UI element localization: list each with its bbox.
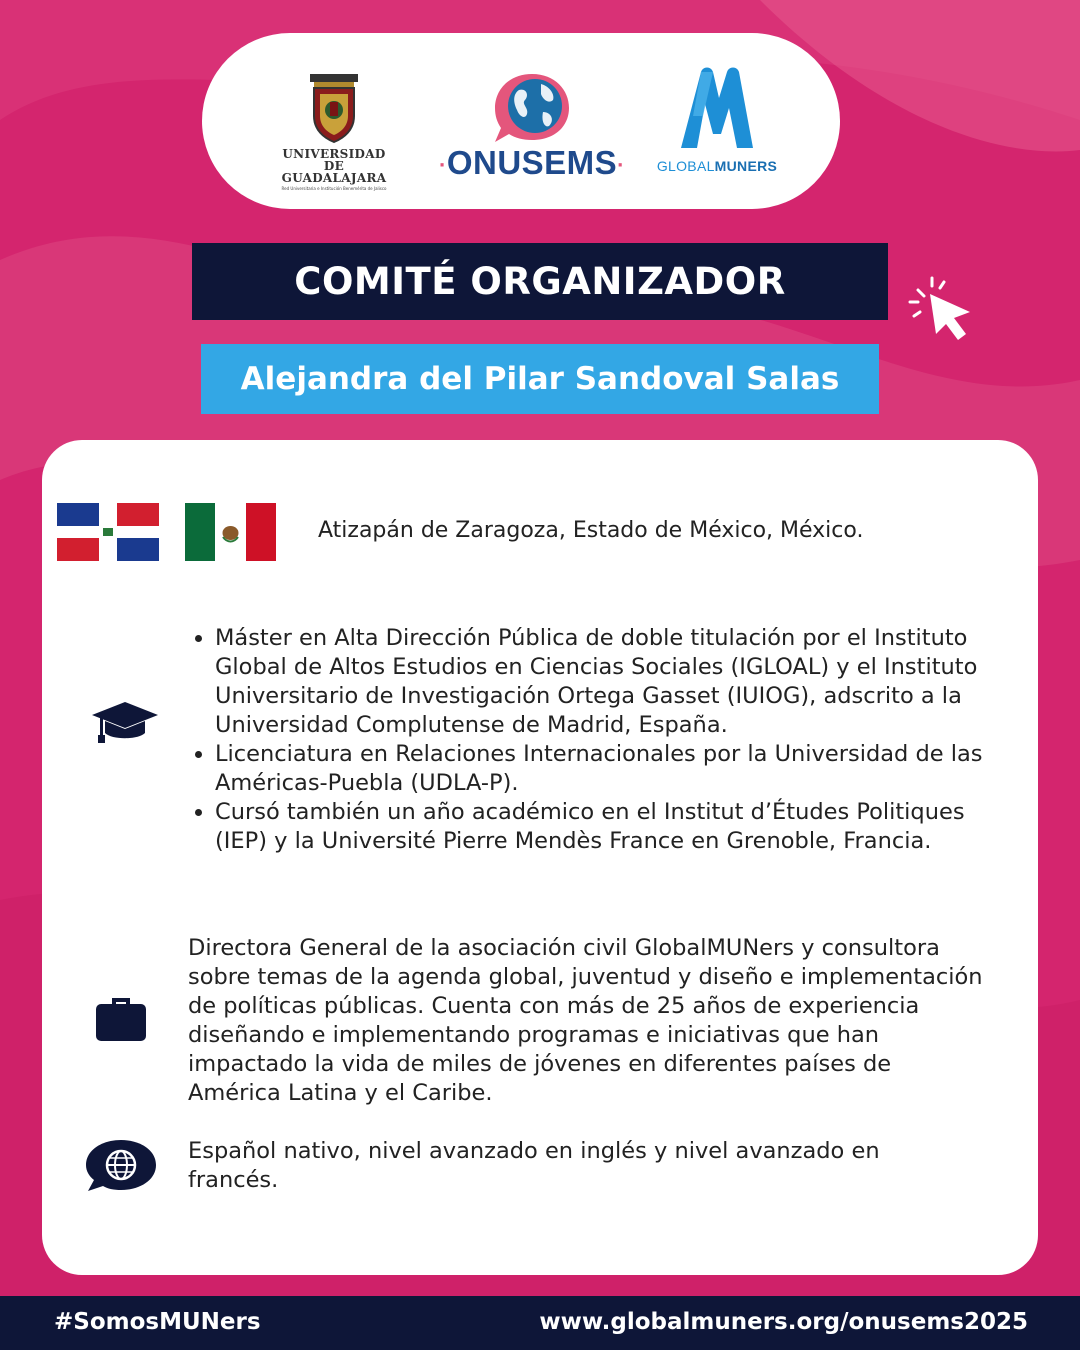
language-globe-icon xyxy=(84,1138,158,1192)
location-text: Atizapán de Zaragoza, Estado de México, México. xyxy=(318,518,864,543)
hashtag: #SomosMUNers xyxy=(54,1309,261,1335)
globe-icon xyxy=(489,70,575,146)
dominican-republic-flag-icon xyxy=(57,503,159,561)
mexico-flag-icon xyxy=(185,503,276,561)
onusems-logo xyxy=(425,70,639,182)
udg-name-line1: UNIVERSIDAD DE xyxy=(282,147,386,173)
education-item: • Cursó también un año académico en el Institut d’Études Politiques (IEP) y la Université Pierre Mendès France en Grenoble, Francia. xyxy=(215,798,1015,856)
globalmuners-logo xyxy=(654,64,780,174)
education-list xyxy=(188,624,1015,856)
globalmuners-wordmark: GLOBALMUNERS xyxy=(656,158,778,174)
globalmuners-m-icon xyxy=(667,64,767,152)
graduation-cap-icon xyxy=(90,700,160,746)
udg-name-line2: GUADALAJARA xyxy=(281,171,387,185)
education-item: • Licenciatura en Relaciones Internacionales por la Universidad de las Américas-Puebla (UDLA-P). xyxy=(215,740,1015,798)
cursor-click-icon xyxy=(900,272,976,346)
website-link[interactable]: www.globalmuners.org/onusems2025 xyxy=(539,1309,1028,1335)
udg-tagline: Red Universitaria e Institución Benemérita de Jalisco xyxy=(281,186,387,191)
languages-text: Español nativo, nivel avanzado en inglés y nivel avanzado en francés. xyxy=(188,1138,880,1193)
udg-logo xyxy=(272,72,396,191)
udg-crest-icon xyxy=(306,72,362,144)
experience-text: Directora General de la asociación civil GlobalMUNers y consultora sobre temas de la agenda global, juventud y diseño e implementación de políticas públicas. Cuenta con más de 25 años de experiencia diseñando e implementando programas e iniciativas que han impactado la vida de miles de jóvenes en diferentes países de América Latina y el Caribe. xyxy=(188,935,983,1106)
person-name: Alejandra del Pilar Sandoval Salas xyxy=(201,344,879,414)
onusems-wordmark: ·ONUSEMS· xyxy=(438,144,625,181)
education-item: • Máster en Alta Dirección Pública de doble titulación por el Instituto Global de Altos Estudios en Ciencias Sociales (IGLOAL) y el Instituto Universitario de Investigación Ortega Gasset (IUIOG), adscrito a la Universidad Complutense de Madrid, España. xyxy=(215,624,1015,740)
page-title: COMITÉ ORGANIZADOR xyxy=(192,243,888,320)
briefcase-icon xyxy=(95,994,147,1042)
